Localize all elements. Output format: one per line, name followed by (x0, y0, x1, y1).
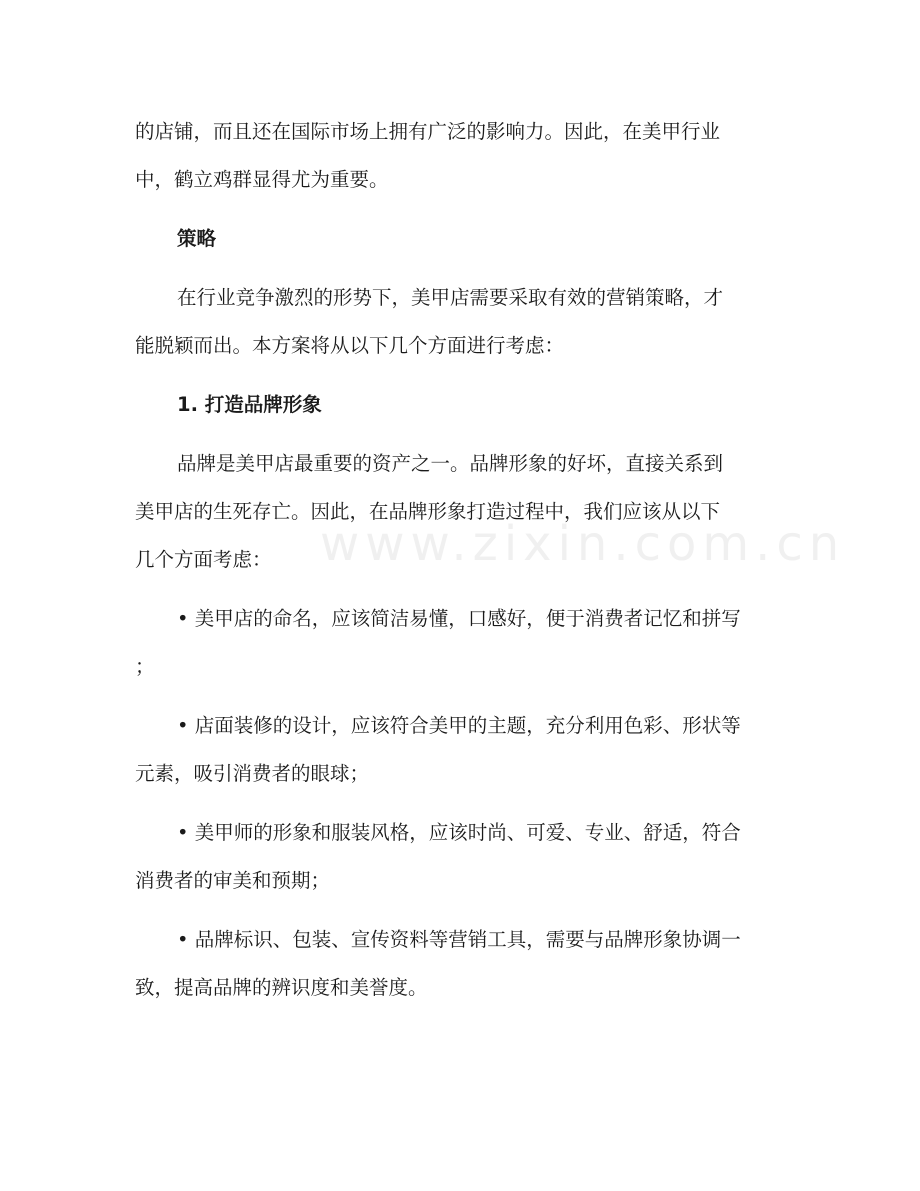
document-body (135, 108, 785, 1023)
section-heading: 策略 (177, 227, 217, 250)
subsection-heading: 1. 打造品牌形象 (177, 393, 322, 416)
watermark: www.zixin.com.cn (320, 516, 846, 572)
paragraph-line: 几个方面考虑： (135, 548, 272, 571)
bullet-item-staff-style (135, 809, 785, 905)
bullet-line: • 美甲店的命名，应该简洁易懂，口感好，便于消费者记忆和拼写 (177, 607, 741, 630)
bullet-line: • 美甲师的形象和服装风格，应该时尚、可爱、专业、舒适，符合 (177, 821, 741, 844)
bullet-line: • 品牌标识、包装、宣传资料等营销工具，需要与品牌形象协调一 (177, 928, 741, 951)
paragraph-line: 美甲店的生死存亡。因此，在品牌形象打造过程中，我们应该从以下 (135, 500, 721, 523)
paragraph-line: 能脱颖而出。本方案将从以下几个方面进行考虑： (135, 334, 565, 357)
bullet-item-naming (135, 595, 785, 691)
paragraph-line: 中，鹤立鸡群显得尤为重要。 (135, 168, 389, 191)
bullet-line: 消费者的审美和预期； (135, 869, 331, 892)
section-paragraph (135, 274, 785, 370)
paragraph-line: 在行业竞争激烈的形势下，美甲店需要采取有效的营销策略，才 (177, 286, 724, 309)
paragraph-line: 品牌是美甲店最重要的资产之一。品牌形象的好坏，直接关系到 (177, 452, 724, 475)
bullet-item-branding-tools (135, 916, 785, 1012)
subsection-paragraph (135, 440, 785, 584)
paragraph-line: 的店铺，而且还在国际市场上拥有广泛的影响力。因此，在美甲行业 (135, 120, 721, 143)
bullet-line: 致，提高品牌的辨识度和美誉度。 (135, 976, 428, 999)
bullet-item-decoration (135, 702, 785, 798)
bullet-line: 元素，吸引消费者的眼球； (135, 762, 370, 785)
bullet-line: ； (135, 655, 155, 678)
intro-paragraph (135, 108, 785, 204)
bullet-line: • 店面装修的设计，应该符合美甲的主题，充分利用色彩、形状等 (177, 714, 741, 737)
